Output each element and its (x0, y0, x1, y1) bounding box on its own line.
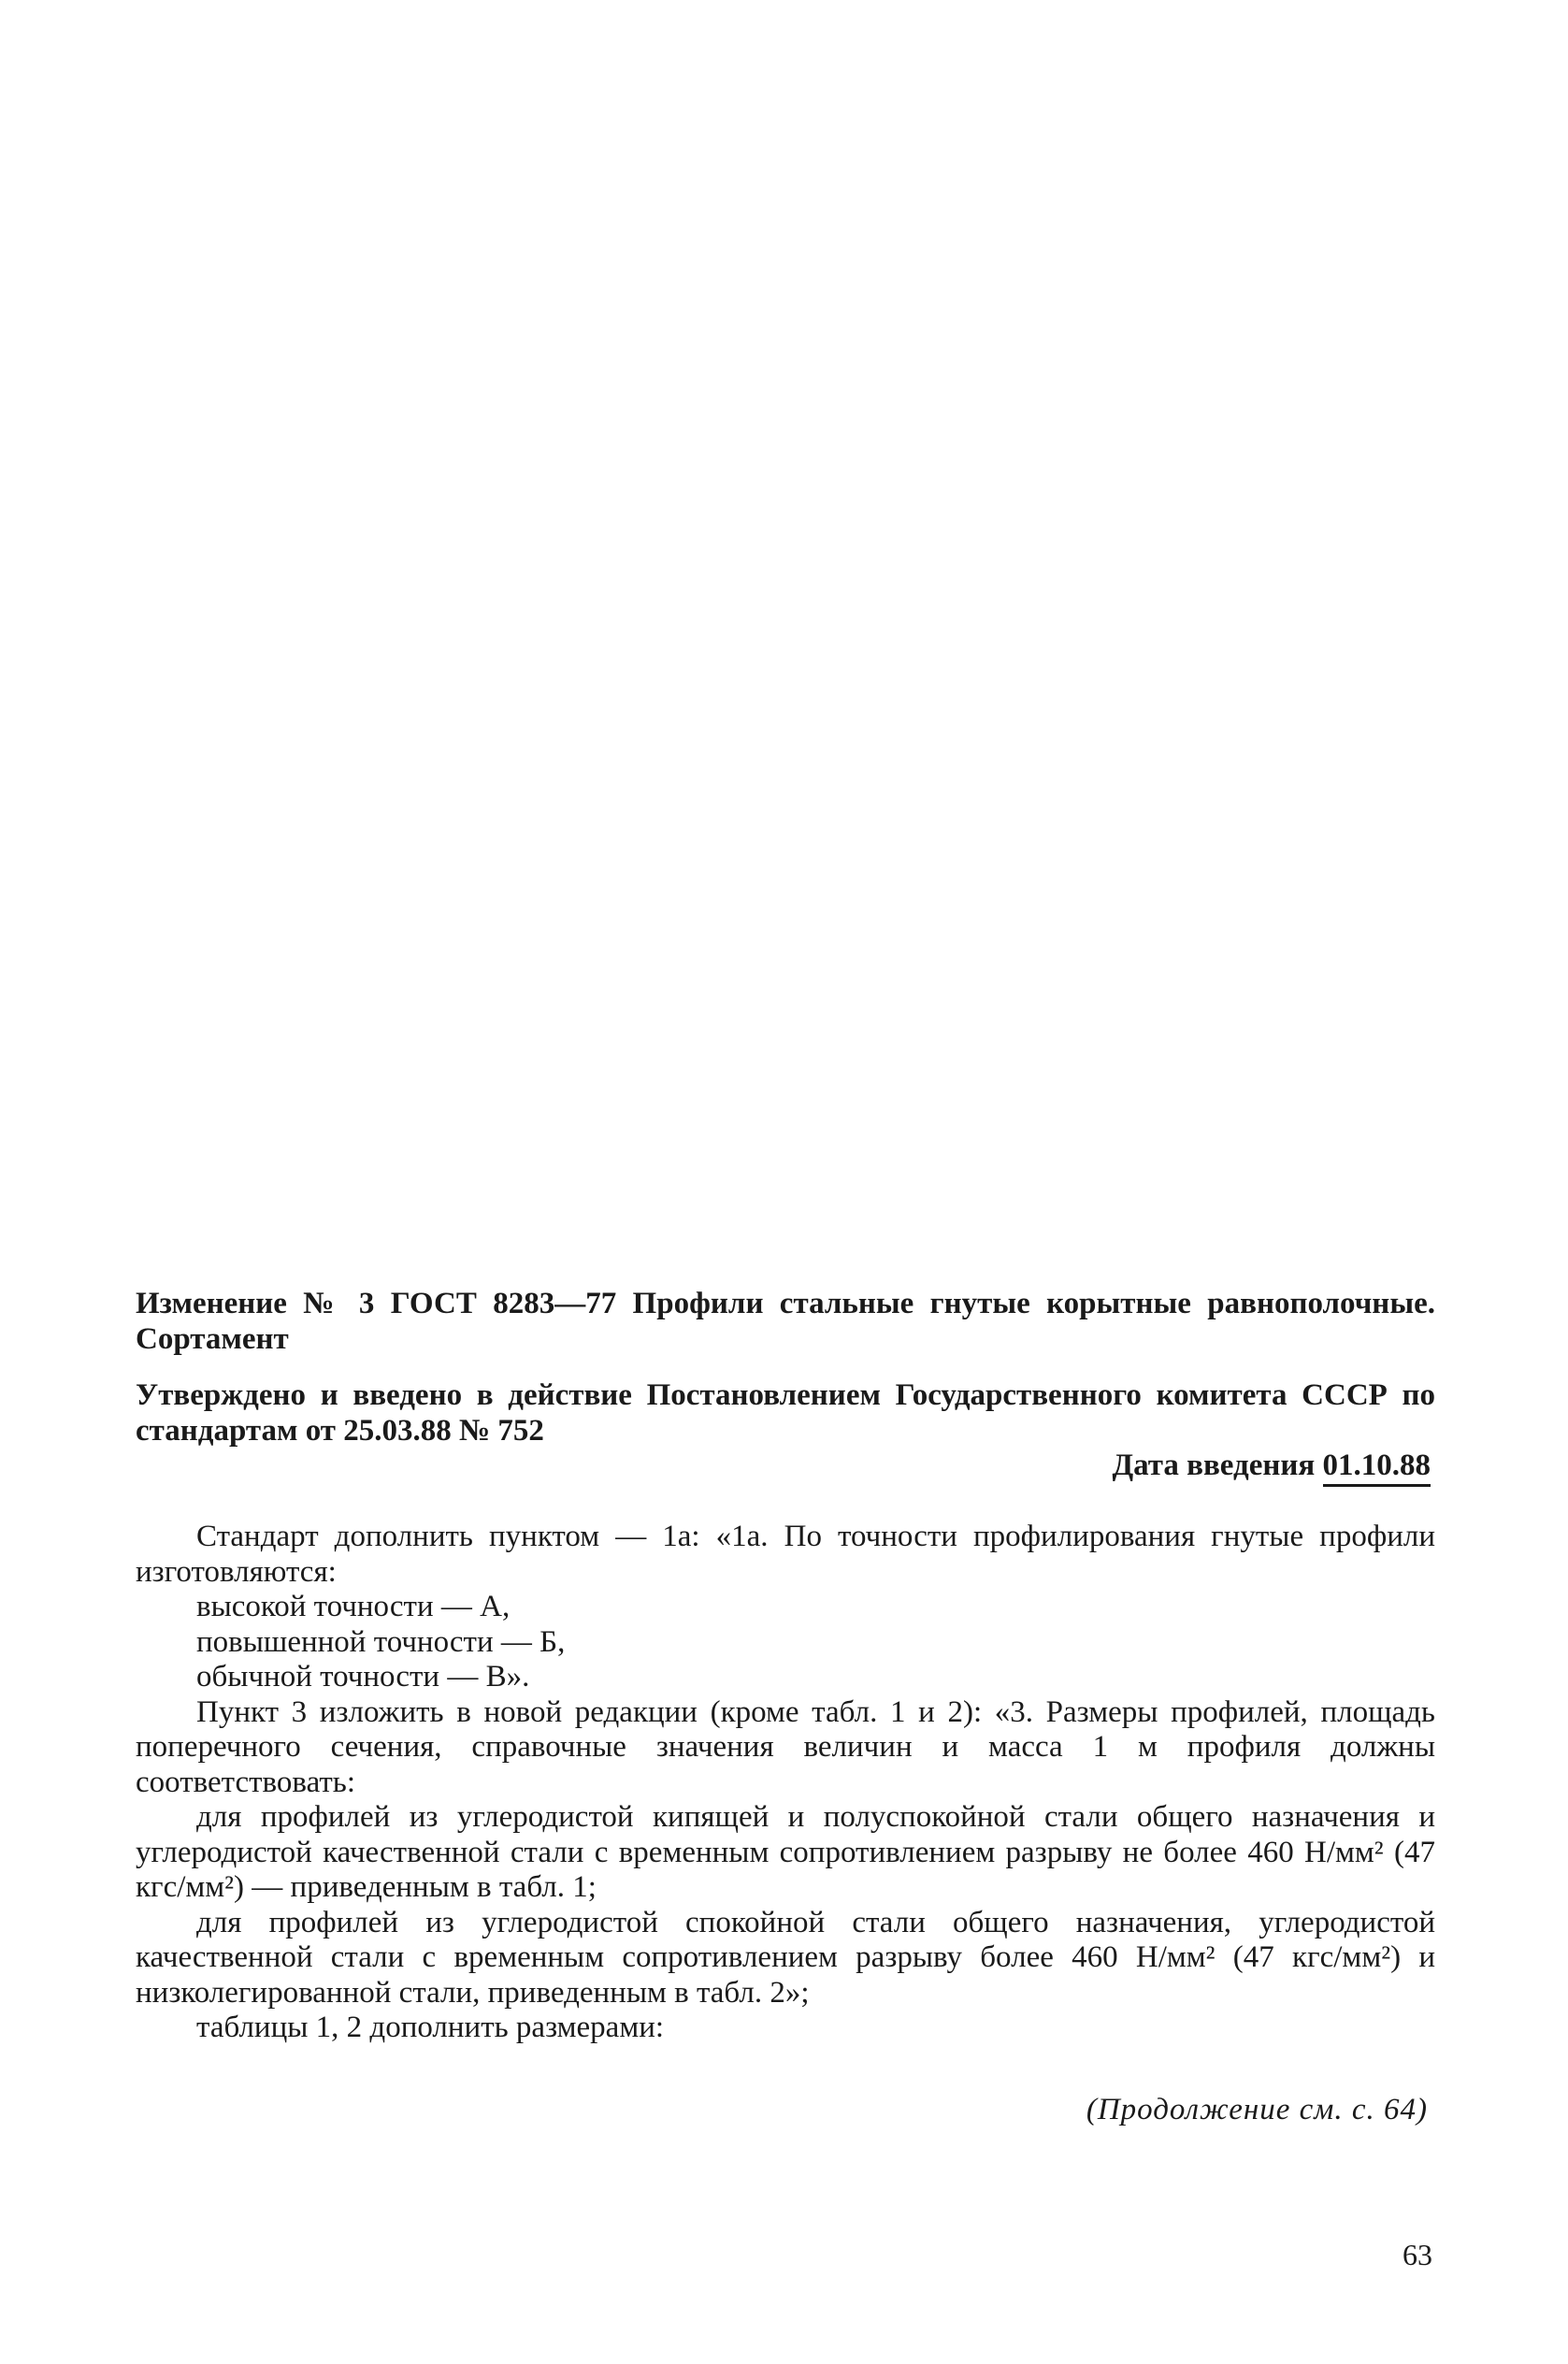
approval-statement: Утверждено и введено в действие Постановлением Государственного комитета СССР по стандартам от 25.03.88 № 752 (136, 1378, 1435, 1448)
paragraph: Пункт 3 изложить в новой редакции (кроме табл. 1 и 2): «3. Размеры профилей, площадь поперечного сечения, справочные значения величин и масса 1 м профиля должны соответствовать: (136, 1694, 1435, 1799)
paragraph: Стандарт дополнить пунктом — 1а: «1а. По точности профилирования гнутые профили изготовляются: (136, 1520, 1435, 1589)
amendment-body (136, 1520, 1435, 2046)
paragraph: повышенной точности — Б, (196, 1624, 566, 1659)
paragraph: высокой точности — А, (196, 1590, 511, 1623)
paragraph: обычной точности — В». (196, 1660, 530, 1694)
paragraph: для профилей из углеродистой спокойной стали общего назначения, углеродистой качественной стали с временным сопротивлением разрыву более 460 Н/мм² (47 кгс/мм²) и низколегированной стали, приведенным в табл. 2»; (136, 1905, 1435, 2010)
paragraph: таблицы 1, 2 дополнить размерами: (196, 2011, 665, 2044)
effective-date-label: Дата введения (1112, 1449, 1316, 1482)
page-number: 63 (1403, 2238, 1432, 2271)
effective-date (1112, 1448, 1431, 1487)
amendment-title: Изменение № 3 ГОСТ 8283—77 Профили стальные гнутые корытные равнополочные. Сортамент (136, 1287, 1435, 1356)
continuation-note: (Продолжение см. с. 64) (1086, 2093, 1428, 2126)
paragraph: для профилей из углеродистой кипящей и полуспокойной стали общего назначения и углеродистой качественной стали с временным сопротивлением разрыву не более 460 Н/мм² (47 кгс/мм²) — приведенным в табл. 1; (136, 1800, 1435, 1904)
effective-date-value: 01.10.88 (1323, 1449, 1431, 1487)
